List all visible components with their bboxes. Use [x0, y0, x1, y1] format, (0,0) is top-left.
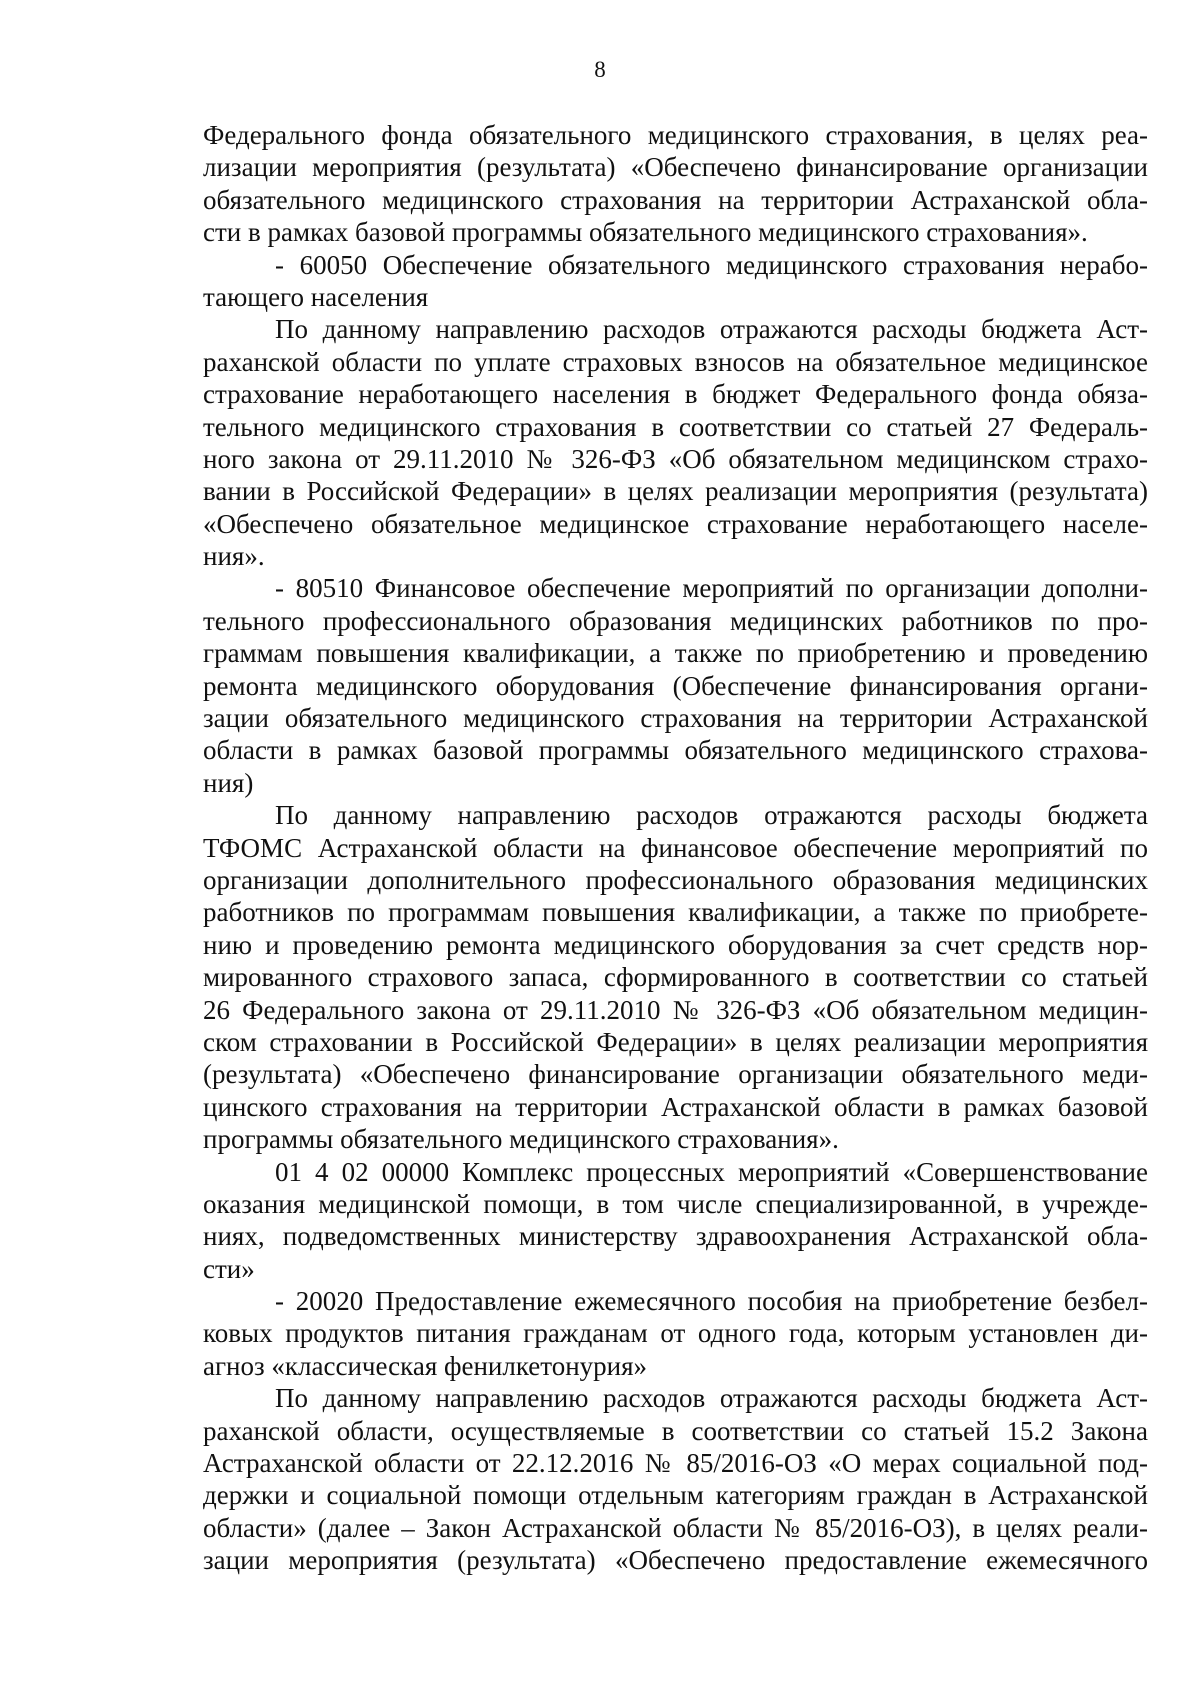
- text-line: нию и проведению ремонта медицинского оборудования за счет средств нор-: [203, 929, 1148, 960]
- text-line: раханской области по уплате страховых взносов на обязательное медицинское: [203, 346, 1148, 377]
- text-line: граммам повышения квалификации, а также по приобретению и проведению: [203, 638, 1148, 669]
- text-line: цинского страхования на территории Астраханской области в рамках базовой: [203, 1091, 1148, 1122]
- text-line: - 20020 Предоставление ежемесячного пособия на приобретение безбел-: [275, 1286, 1148, 1317]
- text-line: держки и социальной помощи отдельным категориям граждан в Астраханской: [203, 1480, 1148, 1511]
- text-line: 26 Федерального закона от 29.11.2010 № 326-ФЗ «Об обязательном медицин-: [203, 994, 1148, 1025]
- text-line: тельного медицинского страхования в соответствии со статьей 27 Федераль-: [203, 411, 1148, 442]
- text-line: ниях, подведомственных министерству здравоохранения Астраханской обла-: [203, 1221, 1148, 1252]
- text-line: ковых продуктов питания гражданам от одного года, которым установлен ди-: [203, 1318, 1148, 1349]
- text-line: Федерального фонда обязательного медицинского страхования, в целях реа-: [203, 120, 1148, 150]
- text-line: По данному направлению расходов отражаются расходы бюджета Аст-: [275, 314, 1148, 345]
- text-line: организации дополнительного профессионального образования медицинских: [203, 864, 1148, 895]
- text-line: мированного страхового запаса, сформированного в соответствии со статьей: [203, 962, 1148, 993]
- text-line: лизации мероприятия (результата) «Обеспечено финансирование организации: [203, 152, 1148, 183]
- text-line: обязательного медицинского страхования на территории Астраханской обла-: [203, 184, 1148, 215]
- text-line: «Обеспечено обязательное медицинское страхование неработающего населе-: [203, 508, 1148, 539]
- text-line: ния».: [203, 541, 265, 572]
- text-line: - 60050 Обеспечение обязательного медицинского страхования нерабо-: [275, 249, 1148, 280]
- text-line: ного закона от 29.11.2010 № 326-ФЗ «Об обязательном медицинском страхо-: [203, 443, 1148, 474]
- text-line: вании в Российской Федерации» в целях реализации мероприятия (результата): [203, 476, 1148, 507]
- text-line: ском страховании в Российской Федерации» в целях реализации мероприятия: [203, 1026, 1148, 1057]
- text-line: оказания медицинской помощи, в том числе специализированной, в учрежде-: [203, 1188, 1148, 1219]
- body-text: [203, 119, 1148, 1577]
- text-line: По данному направлению расходов отражаются расходы бюджета Аст-: [275, 1383, 1148, 1414]
- text-line: ТФОМС Астраханской области на финансовое обеспечение мероприятий по: [203, 832, 1148, 863]
- text-line: области» (далее – Закон Астраханской области № 85/2016-ОЗ), в целях реали-: [203, 1512, 1148, 1543]
- page-number: 8: [594, 57, 606, 82]
- text-line: тельного профессионального образования медицинских работников по про-: [203, 605, 1148, 636]
- text-line: страхование неработающего населения в бюджет Федерального фонда обяза-: [203, 379, 1148, 410]
- text-line: зации мероприятия (результата) «Обеспечено предоставление ежемесячного: [203, 1545, 1148, 1576]
- text-line: раханской области, осуществляемые в соответствии со статьей 15.2 Закона: [203, 1415, 1148, 1446]
- text-line: (результата) «Обеспечено финансирование организации обязательного меди-: [203, 1059, 1148, 1090]
- text-line: работников по программам повышения квалификации, а также по приобрете-: [203, 897, 1148, 928]
- text-line: Астраханской области от 22.12.2016 № 85/2016-ОЗ «О мерах социальной под-: [203, 1448, 1148, 1479]
- text-line: области в рамках базовой программы обязательного медицинского страхова-: [203, 735, 1148, 766]
- text-line: зации обязательного медицинского страхования на территории Астраханской: [203, 703, 1148, 734]
- text-line: тающего населения: [203, 281, 429, 312]
- text-line: агноз «классическая фенилкетонурия»: [203, 1350, 648, 1381]
- text-line: ремонта медицинского оборудования (Обеспечение финансирования органи-: [203, 670, 1148, 701]
- text-line: ния): [203, 767, 254, 798]
- text-line: сти»: [203, 1253, 255, 1284]
- text-line: - 80510 Финансовое обеспечение мероприятий по организации дополни-: [275, 573, 1148, 604]
- text-line: 01 4 02 00000 Комплекс процессных мероприятий «Совершенствование: [275, 1156, 1148, 1187]
- text-line: По данному направлению расходов отражаются расходы бюджета: [275, 800, 1148, 831]
- text-line: сти в рамках базовой программы обязательного медицинского страхования».: [203, 217, 1088, 248]
- text-line: программы обязательного медицинского страхования».: [203, 1124, 839, 1155]
